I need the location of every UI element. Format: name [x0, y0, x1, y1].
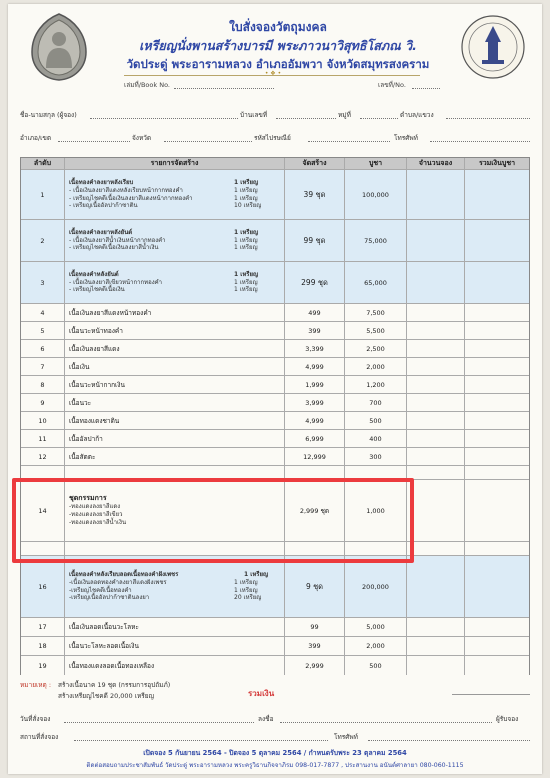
phone-label: โทรศัพท์ — [394, 134, 418, 142]
row-total-input[interactable] — [465, 394, 529, 411]
row-qty-input[interactable] — [407, 220, 465, 261]
temple-location: วัดประดู่ พระอารามหลวง อำเภออัมพวา จังหวัดสมุทรสงคราม — [126, 57, 430, 71]
package-line: -ทองแดงลงยาสีเขียว — [69, 511, 123, 519]
package-line: - เหรียญไชคดีเนื้อเงินลงยาสีแดงหน้ากากทองคำ — [69, 194, 193, 202]
district-label: อำเภอ/เขต — [20, 134, 52, 142]
form-title: ใบสั่งจองวัตถุมงคล — [229, 20, 327, 34]
row-total-input[interactable] — [465, 556, 529, 617]
package-line-qty: 1 เหรียญ — [234, 286, 258, 294]
blank-cell — [285, 466, 345, 479]
row-qty-input[interactable] — [407, 430, 465, 447]
package-line: - เหรียญไชคดีเนื้อเงินลงยาสีน้ำเงิน — [69, 244, 159, 252]
row-total-input[interactable] — [465, 637, 529, 655]
row-item: เนื้อทองแดงชาติน — [65, 412, 285, 429]
package-line-qty: 1 เหรียญ — [234, 194, 258, 202]
order-date-field[interactable] — [64, 722, 254, 723]
notes-line-2: สร้างเหรียญไชคดี 20,000 เหรียญ — [58, 692, 155, 700]
contact-line: ติดต่อสอบถามประชาสัมพันธ์ วัดประดู่ พระอารามหลวง พระครูวิธานกิจจาภิรม 098-017-7877 , ประสานงาน อนันต์ศาลายา 080-060-1115 — [86, 762, 464, 769]
row-made: 12,999 — [285, 448, 345, 465]
table-row — [21, 430, 529, 448]
package-line: - เหรียญเนื้ออัลปาก้าซาติน — [69, 202, 138, 210]
row-number: 4 — [21, 304, 65, 321]
row-made: 299 ชุด — [285, 262, 345, 303]
row-made: 2,999 ชุด — [285, 480, 345, 541]
package-line-qty: 1 เหรียญ — [234, 236, 258, 244]
row-item: เนื้อเงินลงยาสีแดง — [65, 340, 285, 357]
phone-field[interactable] — [430, 141, 530, 142]
row-price: 100,000 — [345, 170, 407, 219]
table-row — [21, 170, 529, 220]
moo-label: หมู่ที่ — [338, 111, 351, 119]
row-total-input[interactable] — [465, 480, 529, 541]
row-qty-input[interactable] — [407, 394, 465, 411]
row-qty-input[interactable] — [407, 480, 465, 541]
row-item — [65, 262, 285, 303]
package-line-qty: 1 เหรียญ — [234, 278, 258, 286]
booking-form-page — [8, 4, 542, 774]
row-price: 1,200 — [345, 376, 407, 393]
row-made: 4,999 — [285, 358, 345, 375]
row-qty-input[interactable] — [407, 262, 465, 303]
row-total-input[interactable] — [465, 304, 529, 321]
row-price: 500 — [345, 656, 407, 675]
row-total-input[interactable] — [465, 170, 529, 219]
row-total-input[interactable] — [465, 220, 529, 261]
table-row — [21, 376, 529, 394]
package-line: - เนื้อเงินลงยาสีน้ำเงินหน้ากากทองคำ — [69, 236, 166, 244]
table-row — [21, 480, 529, 542]
package-title-qty: 1 เหรียญ — [234, 228, 259, 236]
table-row-blank — [21, 542, 529, 556]
row-price: 700 — [345, 394, 407, 411]
order-table — [20, 157, 530, 675]
col-header-price: บูชา — [345, 158, 407, 169]
row-item — [65, 220, 285, 261]
row-item: เนื้อนวะหน้าทองคำ — [65, 322, 285, 339]
row-made: 99 — [285, 618, 345, 636]
package-line-qty: 20 เหรียญ — [234, 594, 262, 602]
package-title: ชุดกรรมการ — [69, 494, 107, 503]
row-total-input[interactable] — [465, 262, 529, 303]
row-number: 2 — [21, 220, 65, 261]
row-qty-input[interactable] — [407, 656, 465, 675]
row-item: เนื้อสัตตะ — [65, 448, 285, 465]
moo-field[interactable] — [360, 118, 398, 119]
blank-cell — [285, 542, 345, 555]
table-row — [21, 448, 529, 466]
table-header-row — [21, 158, 529, 170]
package-title-qty: 1 เหรียญ — [244, 570, 269, 578]
package-line: - เนื้อเงินลงยาสีเขียวหน้ากากทองคำ — [69, 278, 163, 286]
row-price: 75,000 — [345, 220, 407, 261]
row-made: 39 ชุด — [285, 170, 345, 219]
row-qty-input[interactable] — [407, 556, 465, 617]
row-number: 16 — [21, 556, 65, 617]
notes-label: หมายเหตุ : — [20, 681, 52, 689]
package-title: เนื้อทองคำลงยาหลังเรียบ — [69, 178, 134, 186]
col-header-made: จัดสร้าง — [285, 158, 345, 169]
row-total-input[interactable] — [465, 412, 529, 429]
row-item — [65, 480, 285, 541]
house-label: บ้านเลขที่ — [240, 111, 268, 119]
row-price: 500 — [345, 412, 407, 429]
row-qty-input[interactable] — [407, 340, 465, 357]
row-made: 399 — [285, 637, 345, 655]
table-row — [21, 304, 529, 322]
package-line-qty: 1 เหรียญ — [234, 244, 258, 252]
row-item — [65, 170, 285, 219]
row-price: 2,000 — [345, 358, 407, 375]
table-row — [21, 556, 529, 618]
sign-label: ลงชื่อ — [258, 715, 274, 723]
package-line: -เหรียญไชคดีเนื้อทองคำ — [69, 586, 132, 594]
row-price: 2,500 — [345, 340, 407, 357]
row-number: 19 — [21, 656, 65, 675]
row-number: 10 — [21, 412, 65, 429]
postcode-field[interactable] — [308, 141, 390, 142]
table-row — [21, 618, 529, 637]
package-line: -เนื้อเงินลอดทองคำลงยาสีแดงฝังเพชร — [69, 578, 167, 586]
monk-medallion-icon — [28, 12, 90, 82]
row-total-input[interactable] — [465, 430, 529, 447]
row-number: 1 — [21, 170, 65, 219]
blank-cell — [465, 542, 529, 555]
package-line: - เหรียญไชคดีเนื้อเงิน — [69, 286, 125, 294]
row-number: 17 — [21, 618, 65, 636]
blank-cell — [65, 542, 285, 555]
blank-cell — [407, 466, 465, 479]
row-item: เนื้อเงิน — [65, 358, 285, 375]
row-number: 5 — [21, 322, 65, 339]
row-item: เนื้อนวะโลหะลอดเนื้อเงิน — [65, 637, 285, 655]
row-number: 6 — [21, 340, 65, 357]
grand-total-field[interactable] — [452, 694, 530, 695]
ornament-icon: • ❖ • — [264, 70, 282, 77]
temple-seal-icon — [460, 12, 526, 82]
col-header-qty: จำนวนจอง — [407, 158, 465, 169]
row-number: 9 — [21, 394, 65, 411]
row-item: เนื้อเงินลอดเนื้อนวะโลหะ — [65, 618, 285, 636]
package-line-qty: 1 เหรียญ — [234, 578, 258, 586]
package-line-qty: 1 เหรียญ — [234, 586, 258, 594]
blank-cell — [65, 466, 285, 479]
row-price: 5,500 — [345, 322, 407, 339]
footer-phone-label: โทรศัพท์ — [334, 733, 358, 741]
schedule-line: เปิดจอง 5 กันยายน 2564 - ปิดจอง 5 ตุลาคม 2564 / กำหนดรับพระ 23 ตุลาคม 2564 — [143, 749, 407, 757]
notes-line-1: สร้างเนื้อนาค 19 ชุด (กรรมการอุปถัมภ์) — [58, 681, 171, 689]
row-number: 3 — [21, 262, 65, 303]
sign-field[interactable] — [280, 722, 492, 723]
row-total-input[interactable] — [465, 656, 529, 675]
package-title-qty: 1 เหรียญ — [234, 270, 259, 278]
province-label: จังหวัด — [132, 134, 152, 142]
book-no-field[interactable] — [174, 88, 274, 89]
total-label: รวมเงิน — [248, 689, 275, 698]
row-item: เนื้อทองแดงลอดเนื้อทองเหลือง — [65, 656, 285, 675]
row-made: 9 ชุด — [285, 556, 345, 617]
district-field[interactable] — [58, 141, 130, 142]
row-price: 7,500 — [345, 304, 407, 321]
package-line: -ทองแดงลงยาสีแดง — [69, 503, 121, 511]
row-item: เนื้อนวะ — [65, 394, 285, 411]
table-row — [21, 358, 529, 376]
row-price: 400 — [345, 430, 407, 447]
table-row — [21, 340, 529, 358]
col-header-no: ลำดับ — [21, 158, 65, 169]
subdistrict-field[interactable] — [446, 118, 530, 119]
blank-cell — [345, 542, 407, 555]
table-row — [21, 412, 529, 430]
postcode-label: รหัสไปรษณีย์ — [254, 134, 291, 142]
book-no-label: เล่มที่/Book No. — [124, 81, 170, 89]
row-total-input[interactable] — [465, 340, 529, 357]
blank-cell — [21, 542, 65, 555]
row-item: เนื้ออัลปาก้า — [65, 430, 285, 447]
row-qty-input[interactable] — [407, 412, 465, 429]
table-row — [21, 322, 529, 340]
package-title: เนื้อทองคำหลังเรียบลอดเนื้อทองคำฝังเพชร — [69, 570, 179, 578]
package-line-qty: 1 เหรียญ — [234, 186, 258, 194]
row-price: 5,000 — [345, 618, 407, 636]
row-made: 4,999 — [285, 412, 345, 429]
row-price: 65,000 — [345, 262, 407, 303]
table-row — [21, 262, 529, 304]
place-label: สถานที่สั่งจอง — [20, 733, 59, 741]
row-number: 12 — [21, 448, 65, 465]
row-item: เนื้อนวะหน้ากากเงิน — [65, 376, 285, 393]
footer-phone-field[interactable] — [368, 740, 530, 741]
table-row — [21, 656, 529, 675]
row-made: 1,999 — [285, 376, 345, 393]
row-item: เนื้อเงินลงยาสีแดงหน้าทองคำ — [65, 304, 285, 321]
name-field[interactable] — [90, 118, 238, 119]
row-total-input[interactable] — [465, 358, 529, 375]
package-title-qty: 1 เหรียญ — [234, 178, 259, 186]
col-header-item: รายการจัดสร้าง — [65, 158, 285, 169]
row-total-input[interactable] — [465, 448, 529, 465]
blank-cell — [407, 542, 465, 555]
table-row — [21, 394, 529, 412]
row-made: 99 ชุด — [285, 220, 345, 261]
receiver-label: ผู้รับจอง — [496, 715, 519, 723]
row-made: 6,999 — [285, 430, 345, 447]
package-line-qty: 10 เหรียญ — [234, 202, 262, 210]
number-field[interactable] — [412, 88, 440, 89]
package-line: - เนื้อเงินลงยาสีแดงหลังเรียบหน้ากากทองคำ — [69, 186, 183, 194]
row-made: 2,999 — [285, 656, 345, 675]
row-made: 3,999 — [285, 394, 345, 411]
row-total-input[interactable] — [465, 376, 529, 393]
row-qty-input[interactable] — [407, 376, 465, 393]
package-line: -ทองแดงลงยาสีน้ำเงิน — [69, 518, 127, 526]
row-qty-input[interactable] — [407, 637, 465, 655]
blank-cell — [465, 466, 529, 479]
house-field[interactable] — [276, 118, 336, 119]
row-number: 11 — [21, 430, 65, 447]
number-label: เลขที่/No. — [378, 81, 406, 89]
row-qty-input[interactable] — [407, 322, 465, 339]
name-label: ชื่อ-นามสกุล (ผู้จอง) — [20, 111, 77, 119]
row-item — [65, 556, 285, 617]
package-title: เนื้อทองคำหลังยันต์ — [69, 270, 119, 278]
row-price: 2,000 — [345, 637, 407, 655]
row-made: 399 — [285, 322, 345, 339]
row-price: 300 — [345, 448, 407, 465]
table-row — [21, 637, 529, 656]
row-number: 8 — [21, 376, 65, 393]
row-number: 7 — [21, 358, 65, 375]
row-qty-input[interactable] — [407, 170, 465, 219]
package-title: เนื้อทองคำลงยาหลังยันต์ — [69, 228, 133, 236]
place-field[interactable] — [74, 740, 328, 741]
order-date-label: วันที่สั่งจอง — [20, 715, 51, 723]
row-qty-input[interactable] — [407, 448, 465, 465]
row-made: 3,399 — [285, 340, 345, 357]
row-number: 14 — [21, 480, 65, 541]
blank-cell — [345, 466, 407, 479]
row-total-input[interactable] — [465, 322, 529, 339]
province-field[interactable] — [164, 141, 252, 142]
subdistrict-label: ตำบล/แขวง — [400, 111, 434, 119]
row-qty-input[interactable] — [407, 304, 465, 321]
row-qty-input[interactable] — [407, 618, 465, 636]
table-row — [21, 220, 529, 262]
row-price: 1,000 — [345, 480, 407, 541]
row-number: 18 — [21, 637, 65, 655]
row-qty-input[interactable] — [407, 358, 465, 375]
table-row-blank — [21, 466, 529, 480]
row-total-input[interactable] — [465, 618, 529, 636]
col-header-total: รวมเงินบูชา — [465, 158, 529, 169]
row-price: 200,000 — [345, 556, 407, 617]
blank-cell — [21, 466, 65, 479]
row-made: 499 — [285, 304, 345, 321]
package-line: -เหรียญเนื้ออัลปาก้าซาตินลงยา — [69, 594, 150, 602]
coin-subtitle: เหรียญนั่งพานสร้างบารมี พระภาวนาวิสุทธิโสภณ วิ. — [139, 38, 417, 53]
